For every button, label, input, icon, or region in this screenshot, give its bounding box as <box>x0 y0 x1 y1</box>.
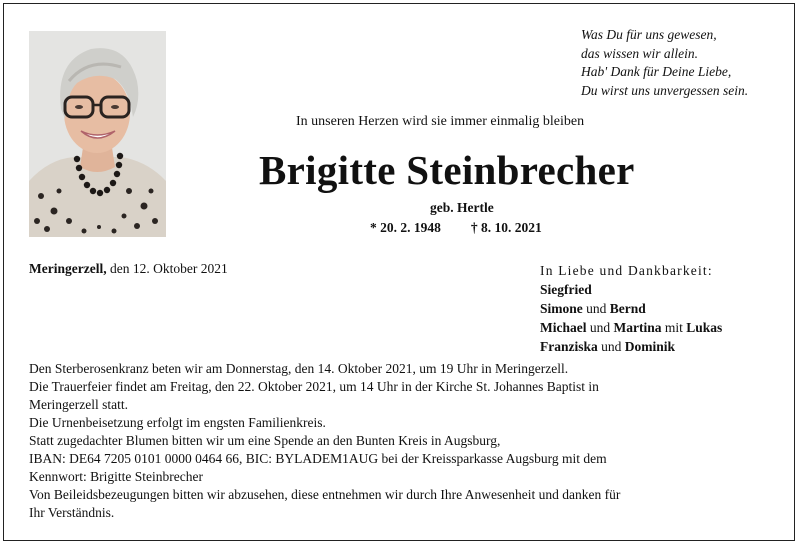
family-line <box>540 299 722 318</box>
family-member: Martina <box>613 320 662 335</box>
birth-name: geb. Hertle <box>430 200 494 215</box>
details-line: Die Trauerfeier findet am Freitag, den 22. Oktober 2021, um 14 Uhr in der Kirche St. Johannes Baptist in <box>29 379 599 394</box>
details-line: Meringerzell statt. <box>29 397 128 412</box>
family-line <box>540 318 722 337</box>
family-member: Bernd <box>609 301 646 316</box>
details-line: Von Beileidsbezeugungen bitten wir abzusehen, diese entnehmen wir durch Ihre Anwesenheit und danken für <box>29 487 621 502</box>
conjunction: und <box>597 339 625 354</box>
conjunction: und <box>586 320 614 335</box>
memorial-poem <box>581 26 781 100</box>
place-date: den 12. Oktober 2021 <box>106 261 228 276</box>
deceased-name: Brigitte Steinbrecher <box>259 147 635 193</box>
death-date: † 8. 10. 2021 <box>470 220 542 235</box>
family-line <box>540 280 722 299</box>
place-town: Meringerzell, <box>29 261 107 276</box>
portrait-illustration <box>29 31 166 237</box>
details-line: Statt zugedachter Blumen bitten wir um eine Spende an den Bunten Kreis in Augsburg, <box>29 433 501 448</box>
poem-line: Hab' Dank für Deine Liebe, <box>581 64 732 79</box>
poem-line: Du wirst uns unvergessen sein. <box>581 82 749 98</box>
memorial-phrase: In unseren Herzen wird sie immer einmalig bleiben <box>296 114 585 129</box>
details-line: Ihr Verständnis. <box>29 505 115 520</box>
life-dates <box>370 220 542 236</box>
family-member: Franziska <box>540 339 598 354</box>
family-heading: In Liebe und Dankbarkeit: <box>540 263 713 278</box>
family-line <box>540 337 722 356</box>
service-details <box>29 360 769 522</box>
poem-line: Was Du für uns gewesen, <box>581 27 717 42</box>
family-member: Lukas <box>686 320 723 335</box>
conjunction: und <box>582 301 610 316</box>
details-line: Den Sterberosenkranz beten wir am Donnerstag, den 14. Oktober 2021, um 19 Uhr in Meringerzell. <box>29 361 569 376</box>
birth-date: * 20. 2. 1948 <box>370 220 441 235</box>
details-line: Die Urnenbeisetzung erfolgt im engsten Familienkreis. <box>29 415 326 430</box>
details-line: Kennwort: Brigitte Steinbrecher <box>29 469 203 484</box>
family-member: Simone <box>540 301 583 316</box>
details-line: IBAN: DE64 7205 0101 0000 0464 66, BIC: BYLADEM1AUG bei der Kreissparkasse Augsburg mit dem <box>29 451 607 466</box>
family-member: Michael <box>540 320 587 335</box>
portrait-photo <box>29 31 166 237</box>
conjunction: mit <box>661 320 687 335</box>
poem-line: das wissen wir allein. <box>581 45 699 61</box>
place-and-date <box>29 261 228 277</box>
family-list <box>540 261 722 356</box>
family-member: Dominik <box>624 339 676 354</box>
family-member: Siegfried <box>540 282 592 297</box>
